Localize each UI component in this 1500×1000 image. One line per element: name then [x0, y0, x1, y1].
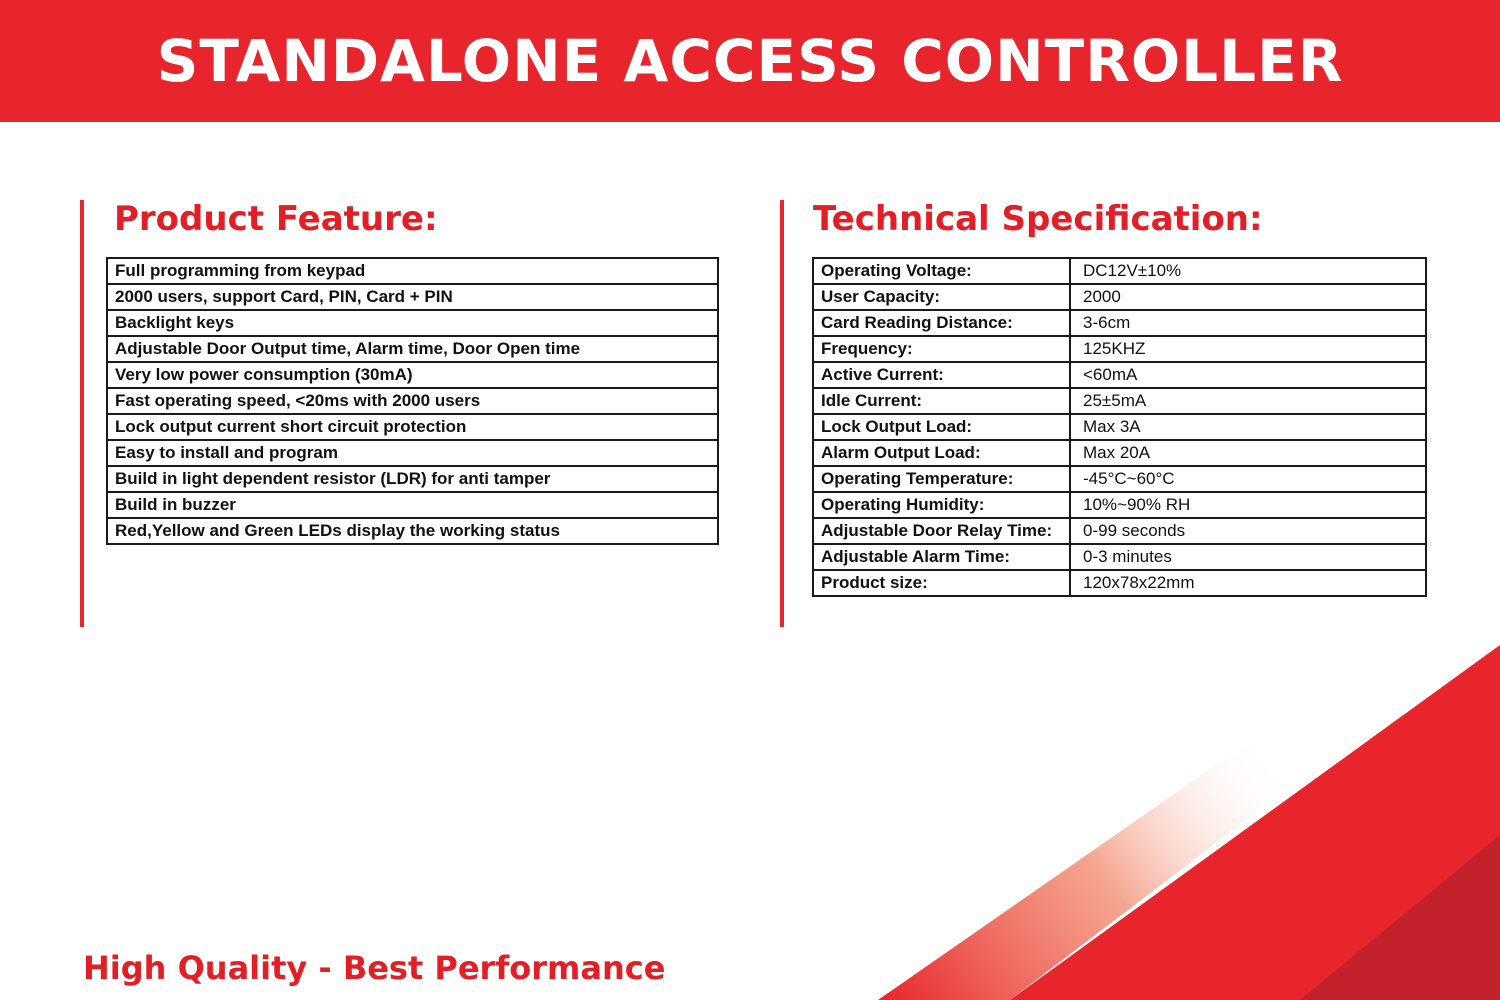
- spec-label: User Capacity:: [813, 284, 1070, 310]
- spec-label: Operating Humidity:: [813, 492, 1070, 518]
- spec-value: 125KHZ: [1070, 336, 1426, 362]
- feature-item: Fast operating speed, <20ms with 2000 users: [107, 388, 718, 414]
- spec-value: 2000: [1070, 284, 1426, 310]
- spec-value: Max 3A: [1070, 414, 1426, 440]
- spec-value: 25±5mA: [1070, 388, 1426, 414]
- spec-label: Frequency:: [813, 336, 1070, 362]
- spec-value: -45°C~60°C: [1070, 466, 1426, 492]
- page-title: STANDALONE ACCESS CONTROLLER: [156, 27, 1344, 95]
- spec-value: 3-6cm: [1070, 310, 1426, 336]
- spec-label: Operating Temperature:: [813, 466, 1070, 492]
- spec-value: 0-3 minutes: [1070, 544, 1426, 570]
- spec-label: Alarm Output Load:: [813, 440, 1070, 466]
- spec-label: Adjustable Alarm Time:: [813, 544, 1070, 570]
- feature-item: Backlight keys: [107, 310, 718, 336]
- feature-item: Full programming from keypad: [107, 258, 718, 284]
- spec-label: Operating Voltage:: [813, 258, 1070, 284]
- spec-label: Adjustable Door Relay Time:: [813, 518, 1070, 544]
- specs-title: Technical Specification:: [813, 199, 1263, 239]
- spec-label: Product size:: [813, 570, 1070, 596]
- tagline: High Quality - Best Performance: [83, 949, 666, 987]
- spec-label: Lock Output Load:: [813, 414, 1070, 440]
- feature-item: Build in light dependent resistor (LDR) for anti tamper: [107, 466, 718, 492]
- spec-value: DC12V±10%: [1070, 258, 1426, 284]
- spec-value: 10%~90% RH: [1070, 492, 1426, 518]
- feature-item: Red,Yellow and Green LEDs display the working status: [107, 518, 718, 544]
- spec-value: Max 20A: [1070, 440, 1426, 466]
- feature-item: Easy to install and program: [107, 440, 718, 466]
- feature-item: Very low power consumption (30mA): [107, 362, 718, 388]
- spec-value: 120x78x22mm: [1070, 570, 1426, 596]
- spec-value: <60mA: [1070, 362, 1426, 388]
- features-title: Product Feature:: [114, 199, 438, 239]
- spec-label: Card Reading Distance:: [813, 310, 1070, 336]
- feature-item: Adjustable Door Output time, Alarm time, Door Open time: [107, 336, 718, 362]
- spec-label: Active Current:: [813, 362, 1070, 388]
- spec-value: 0-99 seconds: [1070, 518, 1426, 544]
- spec-label: Idle Current:: [813, 388, 1070, 414]
- feature-item: Build in buzzer: [107, 492, 718, 518]
- feature-item: 2000 users, support Card, PIN, Card + PIN: [107, 284, 718, 310]
- feature-item: Lock output current short circuit protection: [107, 414, 718, 440]
